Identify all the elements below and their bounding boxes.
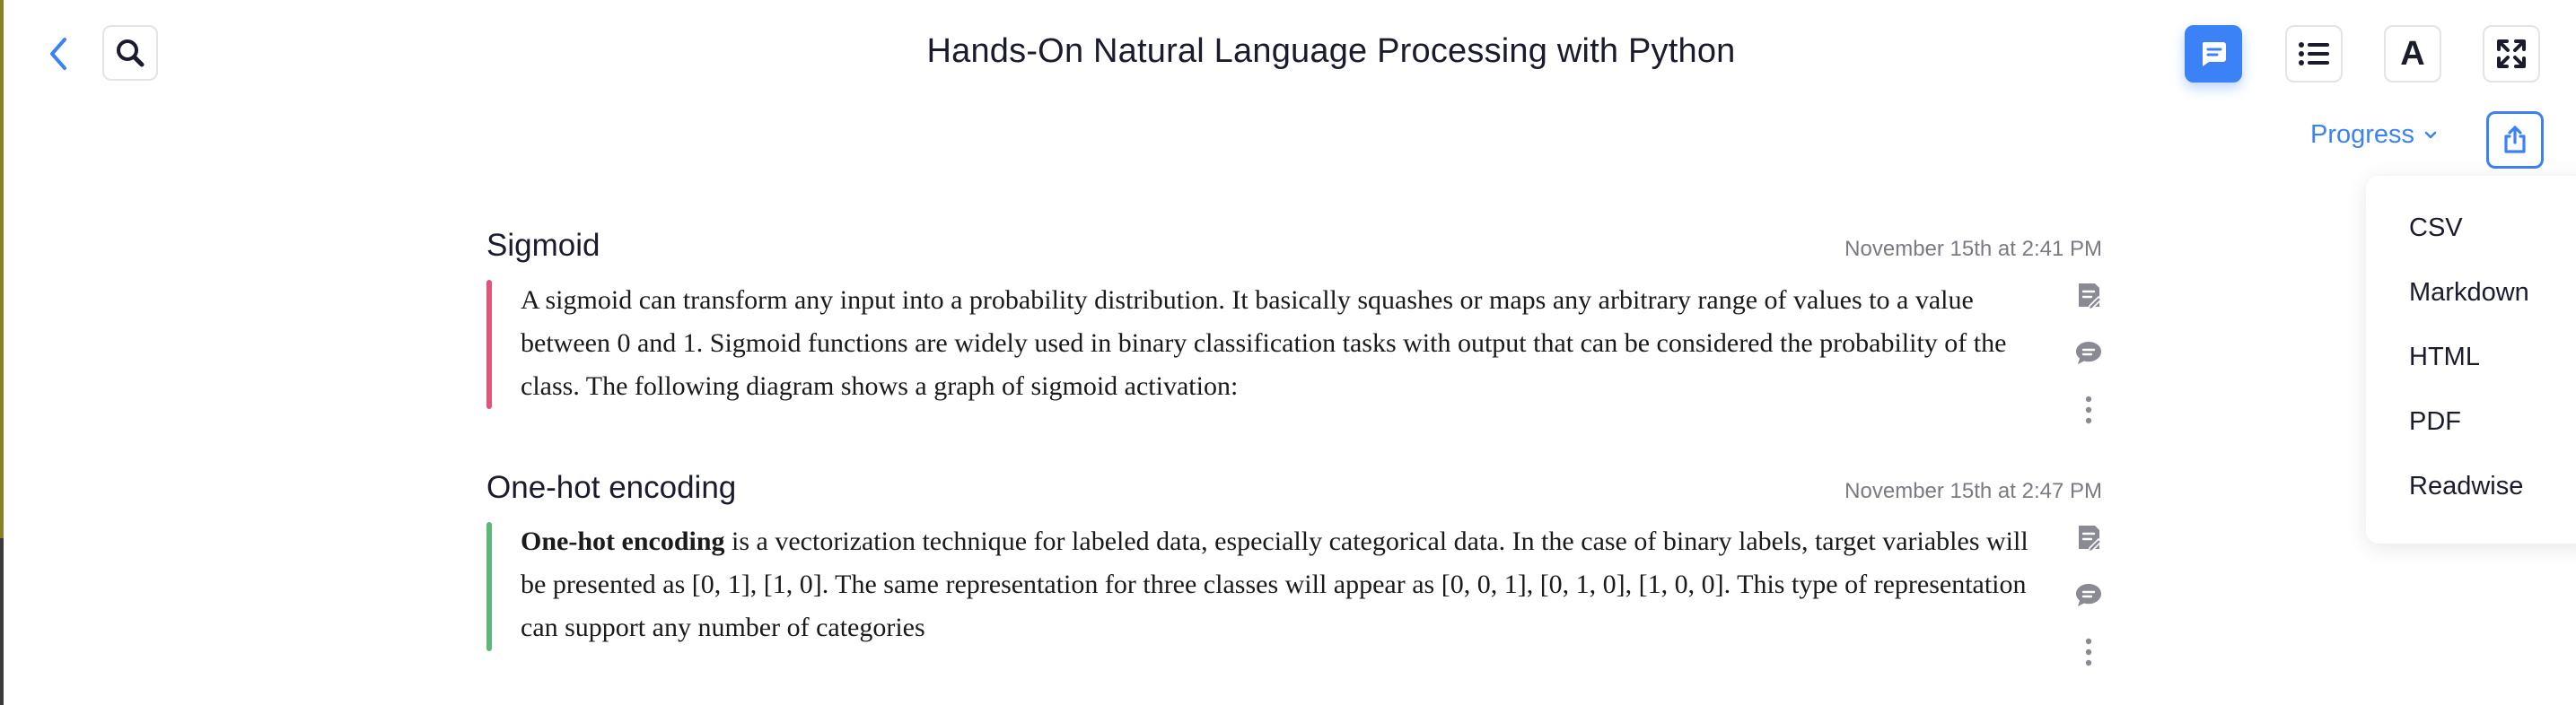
highlight-date: November 15th at 2:47 PM (1844, 479, 2102, 503)
note-button[interactable] (2073, 280, 2104, 310)
progress-dropdown[interactable] (2310, 120, 2438, 150)
highlight-color-bar (486, 522, 492, 651)
comment-button[interactable] (2073, 579, 2104, 610)
more-options-button[interactable] (2073, 637, 2104, 667)
comment-button[interactable] (2073, 337, 2104, 368)
chevron-down-icon (2423, 130, 2438, 141)
note-icon (2075, 523, 2102, 552)
comment-icon (2074, 581, 2103, 608)
highlight-text (521, 279, 2037, 408)
list-view-button[interactable] (2285, 25, 2343, 83)
export-csv-option[interactable]: CSV (2409, 213, 2463, 242)
more-vertical-icon (2084, 637, 2093, 667)
more-vertical-icon (2084, 395, 2093, 425)
highlight-date: November 15th at 2:41 PM (1844, 237, 2102, 261)
note-button[interactable] (2073, 522, 2104, 553)
highlight-text-body: A sigmoid can transform any input into a probability distribution. It basically squashes or maps any arbitrary range of values to a value between 0 and 1. Sigmoid functions are widely used in binary classification tasks with output that can be considered the probability of the class. The following diagram shows a graph of sigmoid activation: (521, 285, 2007, 401)
window-edge-lower (0, 538, 4, 705)
note-icon (2075, 281, 2102, 309)
export-button[interactable] (2486, 111, 2544, 169)
font-settings-button[interactable] (2384, 25, 2441, 83)
export-html-option[interactable]: HTML (2409, 343, 2480, 371)
highlight-bold-term: One-hot encoding (521, 527, 725, 556)
font-icon: A (2400, 35, 2425, 73)
more-options-button[interactable] (2073, 395, 2104, 425)
highlight-color-bar (486, 280, 492, 409)
export-readwise-option[interactable]: Readwise (2409, 472, 2524, 500)
export-menu (2366, 176, 2576, 544)
export-markdown-option[interactable]: Markdown (2409, 278, 2529, 307)
highlight-text (521, 520, 2037, 649)
highlight-text-body: is a vectorization technique for labeled data, especially categorical data. In the case of binary labels, target variables will be presented as [0, 1], [1, 0]. The same representation for three classes will appear as [0, 0, 1], [0, 1, 0], [1, 0, 0]. This type of representation can support any number of categories (521, 527, 2028, 642)
comment-icon (2074, 339, 2103, 366)
progress-label: Progress (2310, 120, 2415, 149)
highlight-title: Sigmoid (486, 228, 600, 263)
message-icon (2198, 39, 2229, 69)
highlight-title: One-hot encoding (486, 470, 737, 505)
notes-view-button[interactable] (2185, 25, 2242, 83)
expand-icon (2495, 38, 2528, 70)
page-title: Hands-On Natural Language Processing with Python (926, 32, 1736, 70)
fullscreen-button[interactable] (2483, 25, 2540, 83)
list-icon (2298, 40, 2330, 67)
share-icon (2500, 125, 2530, 155)
export-pdf-option[interactable]: PDF (2409, 407, 2461, 436)
window-edge (0, 0, 4, 538)
